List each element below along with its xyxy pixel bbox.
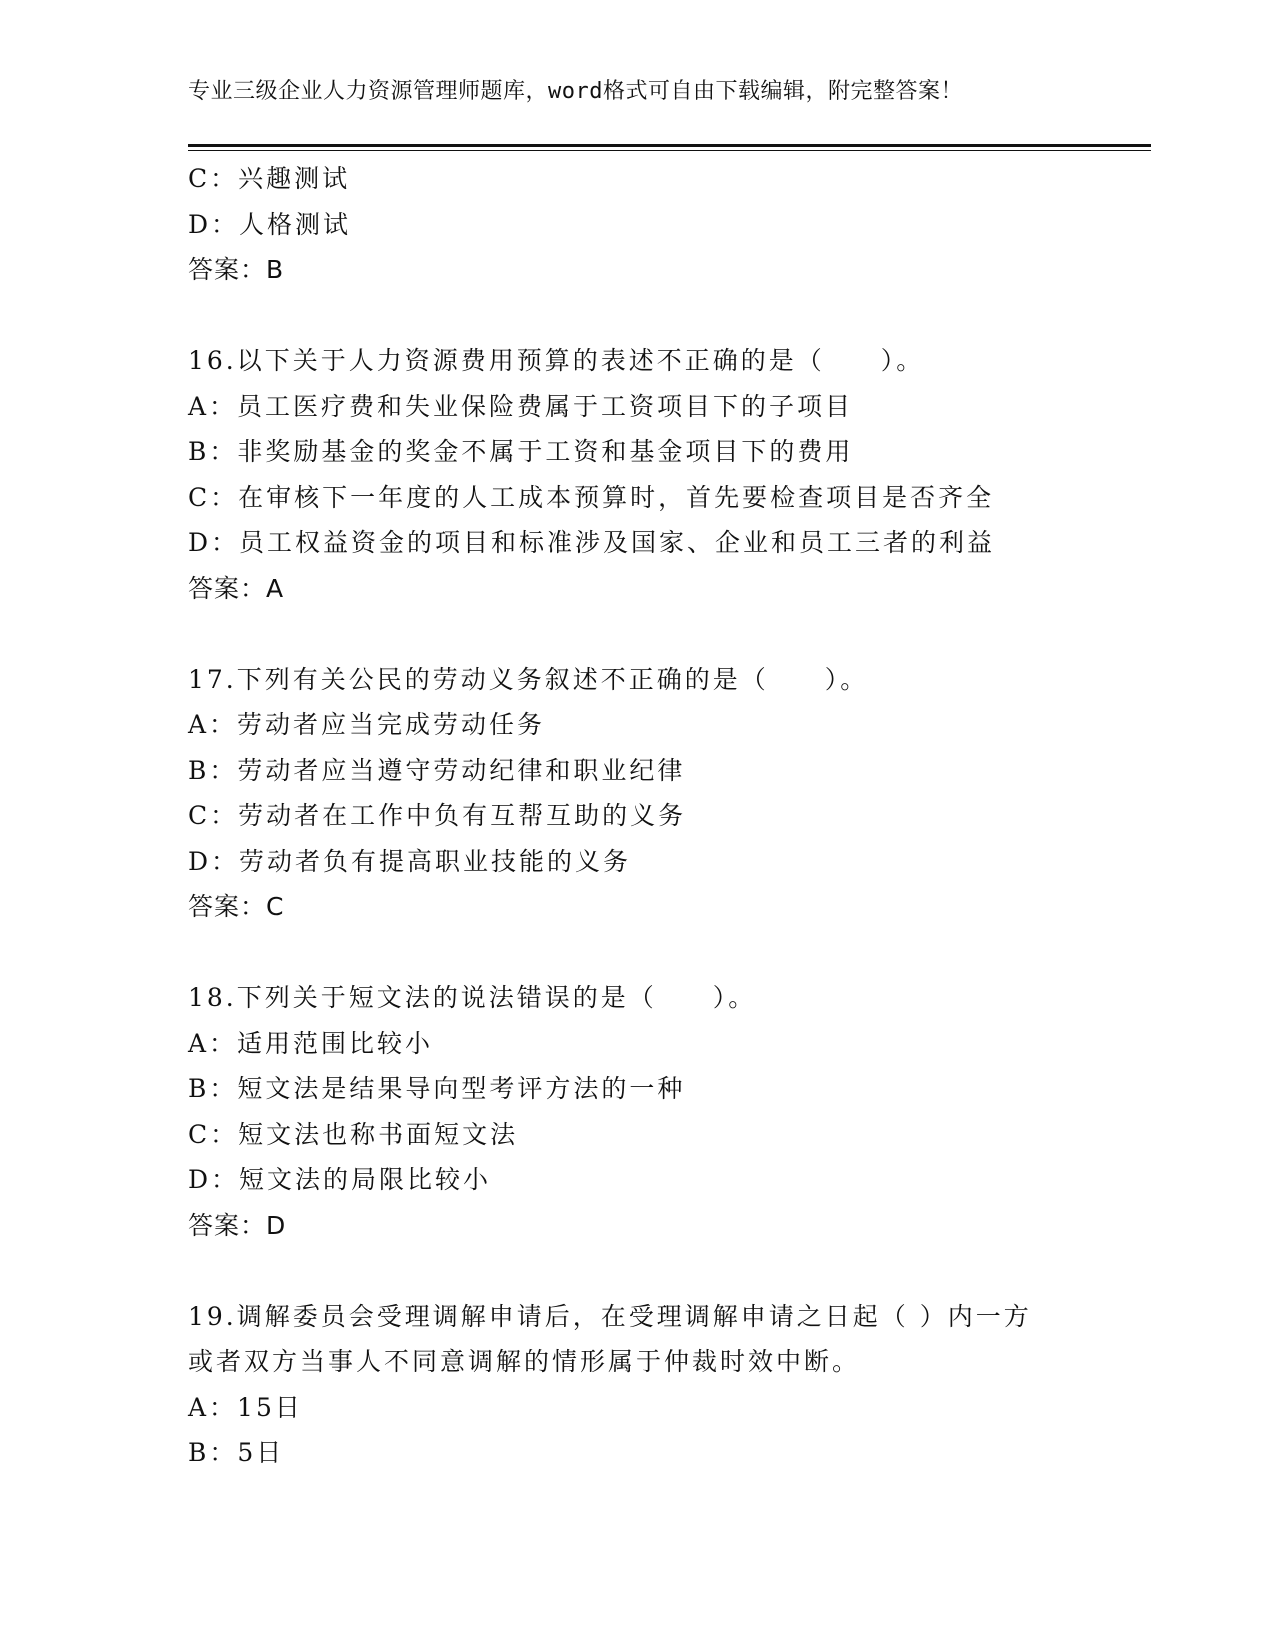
answer-line: 答案：C (188, 892, 285, 921)
option-a: A：劳动者应当完成劳动任务 (188, 710, 546, 739)
option-a: A：适用范围比较小 (188, 1028, 434, 1058)
option-c: C：兴趣测试 (188, 164, 351, 193)
spacer (188, 611, 1088, 657)
option-c: C：在审核下一年度的人工成本预算时，首先要检查项目是否齐全 (188, 482, 995, 512)
question-stem: 18.下列关于短文法的说法错误的是（ ）。 (188, 983, 757, 1012)
option-c: C：短文法也称书面短文法 (188, 1119, 519, 1149)
question-content (188, 156, 1088, 1476)
header-rule-thick (188, 144, 1151, 147)
option-a: A：员工医疗费和失业保险费属于工资项目下的子项目 (188, 391, 854, 421)
option-c: C：劳动者在工作中负有互帮互助的义务 (188, 801, 687, 830)
option-d: D：短文法的局限比较小 (188, 1165, 492, 1194)
previous-question-tail (188, 156, 1088, 293)
question-19 (188, 1294, 1088, 1476)
option-b: B：5日 (188, 1438, 285, 1467)
answer-line: 答案：A (188, 573, 285, 603)
option-d: D：人格测试 (188, 209, 352, 239)
option-b: B：短文法是结果导向型考评方法的一种 (188, 1074, 686, 1103)
header-rule-thin (188, 150, 1151, 151)
question-17 (188, 657, 1088, 930)
question-stem-line-2: 或者双方当事人不同意调解的情形属于仲裁时效中断。 (188, 1347, 861, 1376)
option-b: B：劳动者应当遵守劳动纪律和职业纪律 (188, 755, 686, 785)
question-stem: 16.以下关于人力资源费用预算的表述不正确的是（ ）。 (188, 346, 925, 375)
page-header: 专业三级企业人力资源管理师题库，word格式可自由下载编辑，附完整答案！ (188, 79, 963, 104)
spacer (188, 293, 1088, 339)
question-18 (188, 975, 1088, 1248)
option-d: D：劳动者负有提高职业技能的义务 (188, 846, 632, 876)
question-stem: 17.下列有关公民的劳动义务叙述不正确的是（ ）。 (188, 664, 869, 694)
answer-line: 答案：B (188, 255, 285, 284)
spacer (188, 1248, 1088, 1294)
answer-line: 答案：D (188, 1210, 287, 1240)
option-d: D：员工权益资金的项目和标准涉及国家、企业和员工三者的利益 (188, 528, 996, 557)
spacer (188, 930, 1088, 976)
question-stem-line-1: 19.调解委员会受理调解申请后，在受理调解申请之日起（ ）内一方 (188, 1301, 1032, 1331)
option-a: A：15日 (188, 1392, 303, 1422)
option-b: B：非奖励基金的奖金不属于工资和基金项目下的费用 (188, 437, 854, 466)
question-16 (188, 338, 1088, 611)
